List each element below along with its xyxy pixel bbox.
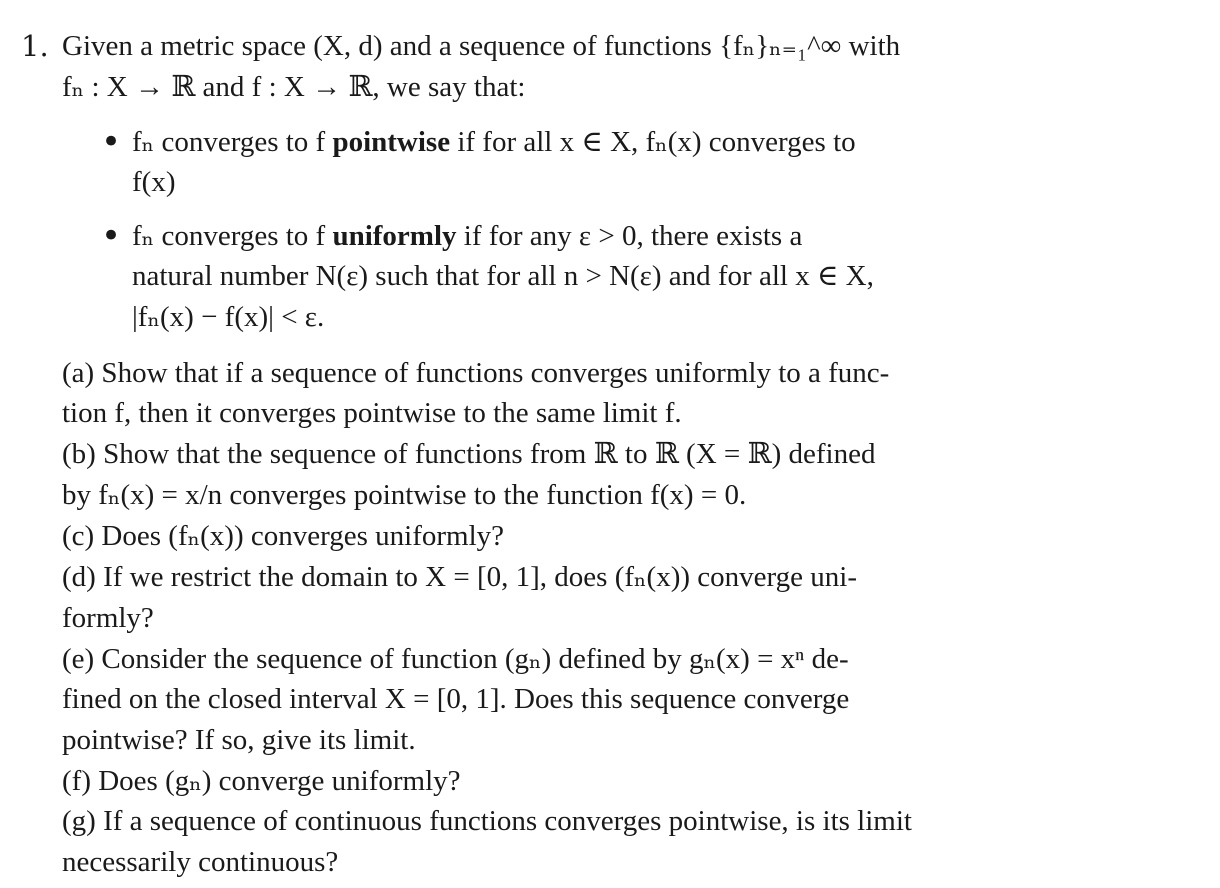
part-line-e3: pointwise? If so, give its limit. [62, 724, 416, 756]
part-line-b1: (b) Show that the sequence of functions from ℝ to ℝ (X = ℝ) defined [62, 438, 876, 470]
part-line-b2: by fₙ(x) = x/n converges pointwise to the function f(x) = 0. [62, 479, 747, 511]
problem-number: 1. [21, 29, 49, 63]
bullet-1-line-2: f(x) [132, 166, 176, 198]
part-line-g2: necessarily continuous? [62, 846, 339, 878]
bullet-dot-2: • [101, 216, 122, 256]
bold-term-uniformly: uniformly [332, 220, 457, 252]
part-line-f: (f) Does (gₙ) converge uniformly? [62, 765, 461, 797]
intro-line-1: Given a metric space (X, d) and a sequence of functions {fₙ}ₙ₌₁^∞ with [62, 30, 901, 62]
part-line-e2: fined on the closed interval X = [0, 1]. Does this sequence converge [62, 683, 850, 715]
part-line-a1: (a) Show that if a sequence of functions converges uniformly to a func- [62, 357, 890, 389]
part-line-c: (c) Does (fₙ(x)) converges uniformly? [62, 520, 505, 552]
bullet-2-line-2: natural number N(ε) such that for all n > N(ε) and for all x ∈ X, [132, 260, 874, 292]
part-line-g1: (g) If a sequence of continuous functions converges pointwise, is its limit [62, 805, 912, 837]
bullet-1-line-1: fₙ converges to f pointwise if for all x ∈ X, fₙ(x) converges to [132, 126, 856, 158]
part-line-d1: (d) If we restrict the domain to X = [0, 1], does (fₙ(x)) converge uni- [62, 561, 857, 593]
bullet-2-line-3: |fₙ(x) − f(x)| < ε. [132, 301, 325, 333]
part-line-a2: tion f, then it converges pointwise to the same limit f. [62, 397, 682, 429]
bullet-dot-1: • [101, 122, 122, 162]
bullet-2-line-1: fₙ converges to f uniformly if for any ε > 0, there exists a [132, 220, 803, 252]
bold-term-pointwise: pointwise [332, 126, 451, 158]
part-line-d2: formly? [62, 602, 154, 634]
part-line-e1: (e) Consider the sequence of function (gₙ) defined by gₙ(x) = xⁿ de- [62, 643, 849, 675]
intro-line-2: fₙ : X → ℝ and f : X → ℝ, we say that: [62, 71, 526, 103]
